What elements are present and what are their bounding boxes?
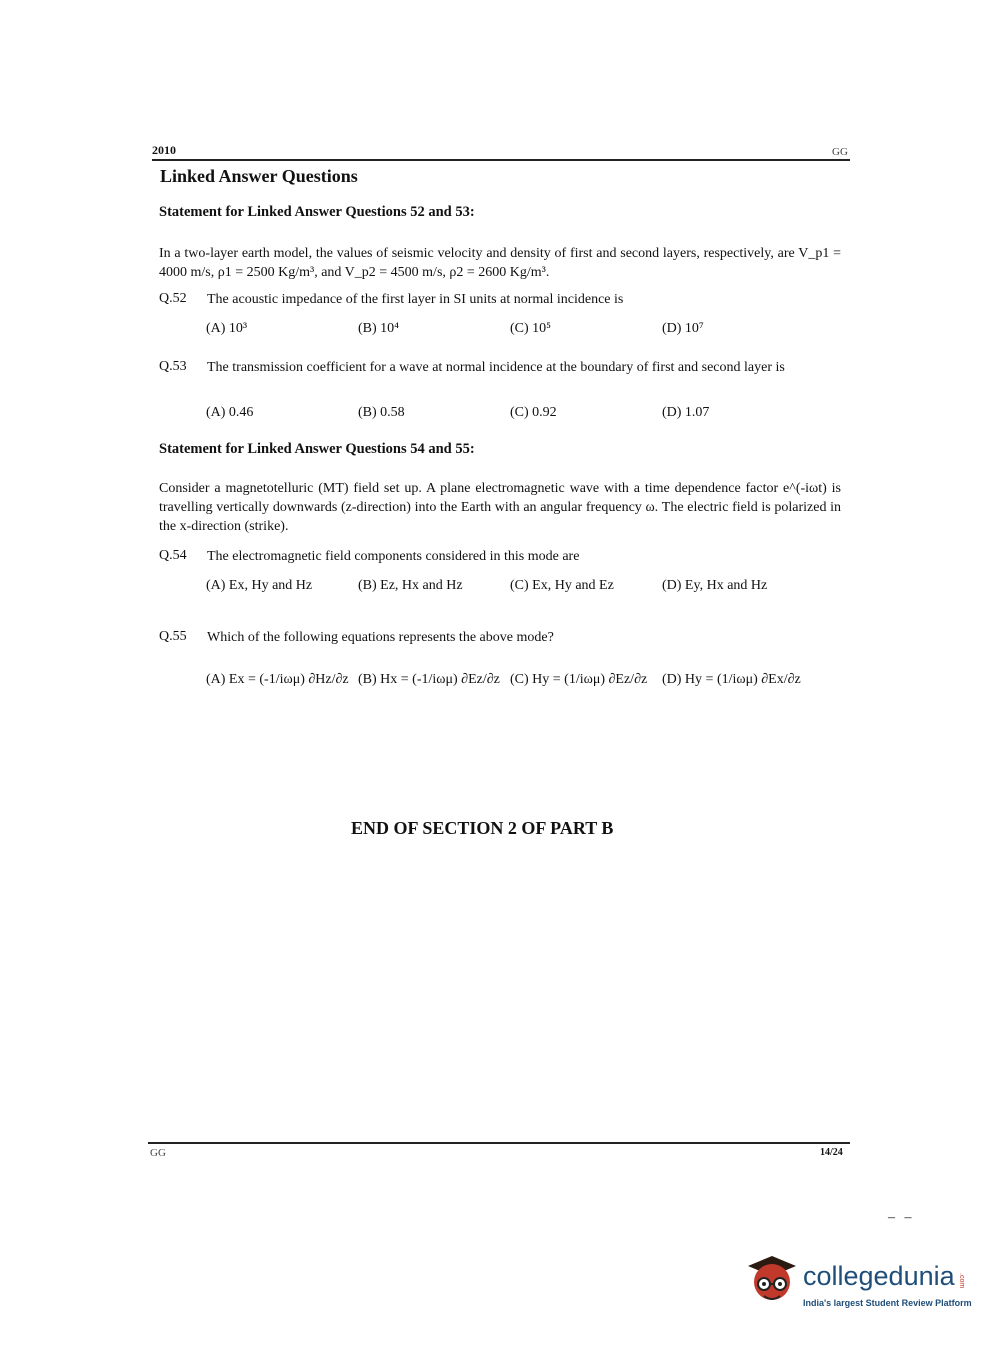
q54-option-a: (A) Ex, Hy and Hz: [206, 578, 313, 593]
q55-number: Q.55: [159, 629, 187, 644]
section-title: Linked Answer Questions: [160, 166, 358, 186]
q53-option-a: (A) 0.46: [206, 405, 254, 420]
header-paper-code: GG: [832, 146, 848, 158]
page-number: 14/24: [820, 1147, 843, 1158]
header-year: 2010: [152, 143, 176, 157]
q52-option-a: (A) 10³: [206, 321, 248, 336]
q53-option-c: (C) 0.92: [510, 405, 557, 420]
header-divider: [152, 159, 850, 161]
graduate-mascot-icon: [742, 1252, 800, 1310]
statement-2-text: Consider a magnetotelluric (MT) field set up. A plane electromagnetic wave with a time dependence factor e^(-iωt) is travelling vertically downwards (z-direction) into the Earth with an angular frequency ω. The electric field is polarized in the x-direction (strike).: [159, 481, 841, 534]
q52-number: Q.52: [159, 291, 187, 306]
brand-dotcom: .com: [958, 1273, 965, 1289]
q53-number: Q.53: [159, 359, 187, 374]
q54-option-b: (B) Ez, Hx and Hz: [358, 578, 463, 593]
q52-text: The acoustic impedance of the first layer in SI units at normal incidence is: [207, 292, 624, 307]
q55-option-a: (A) Ex = (-1/iωμ) ∂Hz/∂z: [206, 672, 349, 687]
margin-dash: – –: [888, 1210, 915, 1225]
q52-option-c: (C) 10⁵: [510, 321, 552, 336]
statement-1-text: In a two-layer earth model, the values of seismic velocity and density of first and second layers, respectively, are V_p1 = 4000 m/s, ρ1 = 2500 Kg/m³, and V_p2 = 4500 m/s, ρ2 = 2600 Kg/m³.: [159, 246, 841, 280]
q55-option-d: (D) Hy = (1/iωμ) ∂Ex/∂z: [662, 672, 801, 687]
q54-text: The electromagnetic field components considered in this mode are: [207, 549, 580, 564]
q53-text: The transmission coefficient for a wave at normal incidence at the boundary of first and second layer is: [207, 360, 785, 375]
footer-paper-code: GG: [150, 1147, 166, 1159]
statement-1-title: Statement for Linked Answer Questions 52 and 53:: [159, 204, 475, 220]
q55-option-c: (C) Hy = (1/iωμ) ∂Ez/∂z: [510, 672, 648, 687]
q52-option-b: (B) 10⁴: [358, 321, 400, 336]
brand-tagline: India's largest Student Review Platform: [803, 1298, 972, 1308]
statement-2-title: Statement for Linked Answer Questions 54 and 55:: [159, 441, 475, 457]
q53-option-b: (B) 0.58: [358, 405, 405, 420]
q55-option-b: (B) Hx = (-1/iωμ) ∂Ez/∂z: [358, 672, 500, 687]
q54-option-d: (D) Ey, Hx and Hz: [662, 578, 768, 593]
q53-option-d: (D) 1.07: [662, 405, 710, 420]
q55-text: Which of the following equations represents the above mode?: [207, 630, 554, 645]
brand-name: collegedunia: [803, 1261, 955, 1291]
footer-divider: [148, 1142, 850, 1144]
q54-number: Q.54: [159, 548, 187, 563]
q54-option-c: (C) Ex, Hy and Ez: [510, 578, 614, 593]
q52-option-d: (D) 10⁷: [662, 321, 704, 336]
end-of-section-text: END OF SECTION 2 OF PART B: [351, 818, 614, 838]
